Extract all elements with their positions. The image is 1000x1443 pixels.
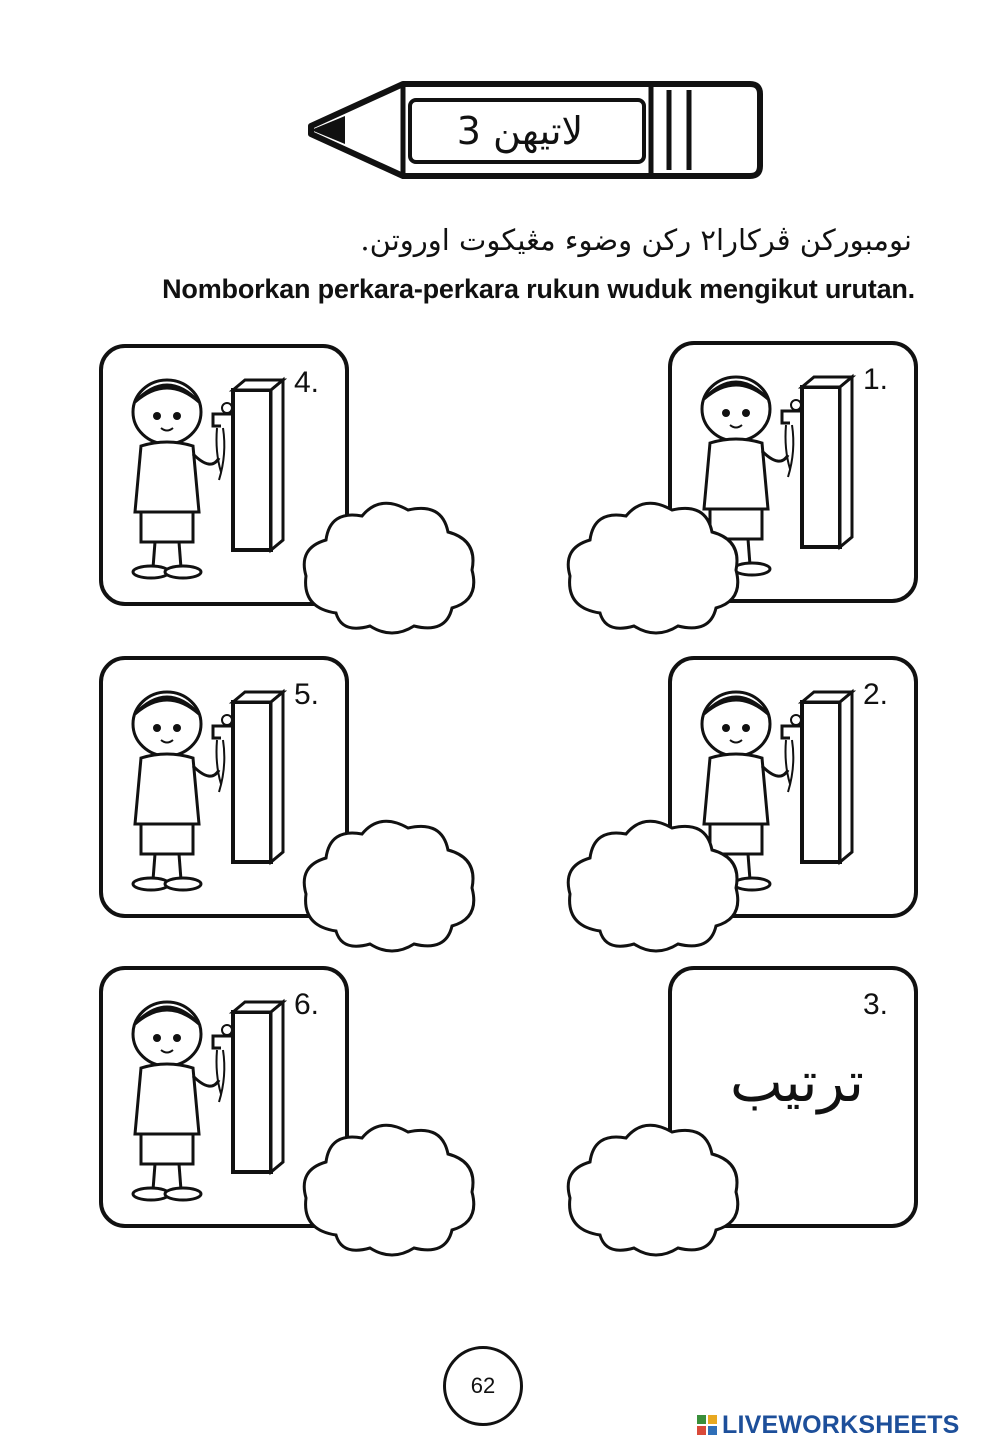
page-number: 62 <box>443 1346 523 1426</box>
card-number: .3 <box>862 988 888 1021</box>
brand-watermark <box>696 1412 960 1438</box>
card-number: .6 <box>293 988 319 1021</box>
card-number: .4 <box>293 366 319 399</box>
instruction-malay: Nomborkan perkara-perkara rukun wuduk mengikut urutan. <box>162 274 915 304</box>
answer-input-3[interactable] <box>610 1158 698 1214</box>
answer-input-2[interactable] <box>610 854 698 910</box>
card-number: .5 <box>293 678 319 711</box>
answer-input-4[interactable] <box>346 536 434 592</box>
wipe-head-icon <box>123 674 303 910</box>
card-number: .2 <box>862 678 888 711</box>
liveworksheets-logo-icon <box>696 1414 718 1436</box>
answer-input-6[interactable] <box>346 1158 434 1214</box>
instruction-jawi: نومبورکن ڤرکارا٢ رکن وضوء مڠيکوت اوروتن. <box>360 223 912 257</box>
wash-feet-icon <box>123 984 303 1220</box>
answer-input-1[interactable] <box>610 536 698 592</box>
wash-arms-icon <box>123 362 303 598</box>
card-number: .1 <box>862 363 888 396</box>
brand-text: LIVEWORKSHEETS <box>722 1410 960 1439</box>
tertib-word: ترتيب <box>730 1050 864 1115</box>
answer-input-5[interactable] <box>346 854 434 910</box>
page-title: لاتيهن 3 <box>456 109 584 153</box>
